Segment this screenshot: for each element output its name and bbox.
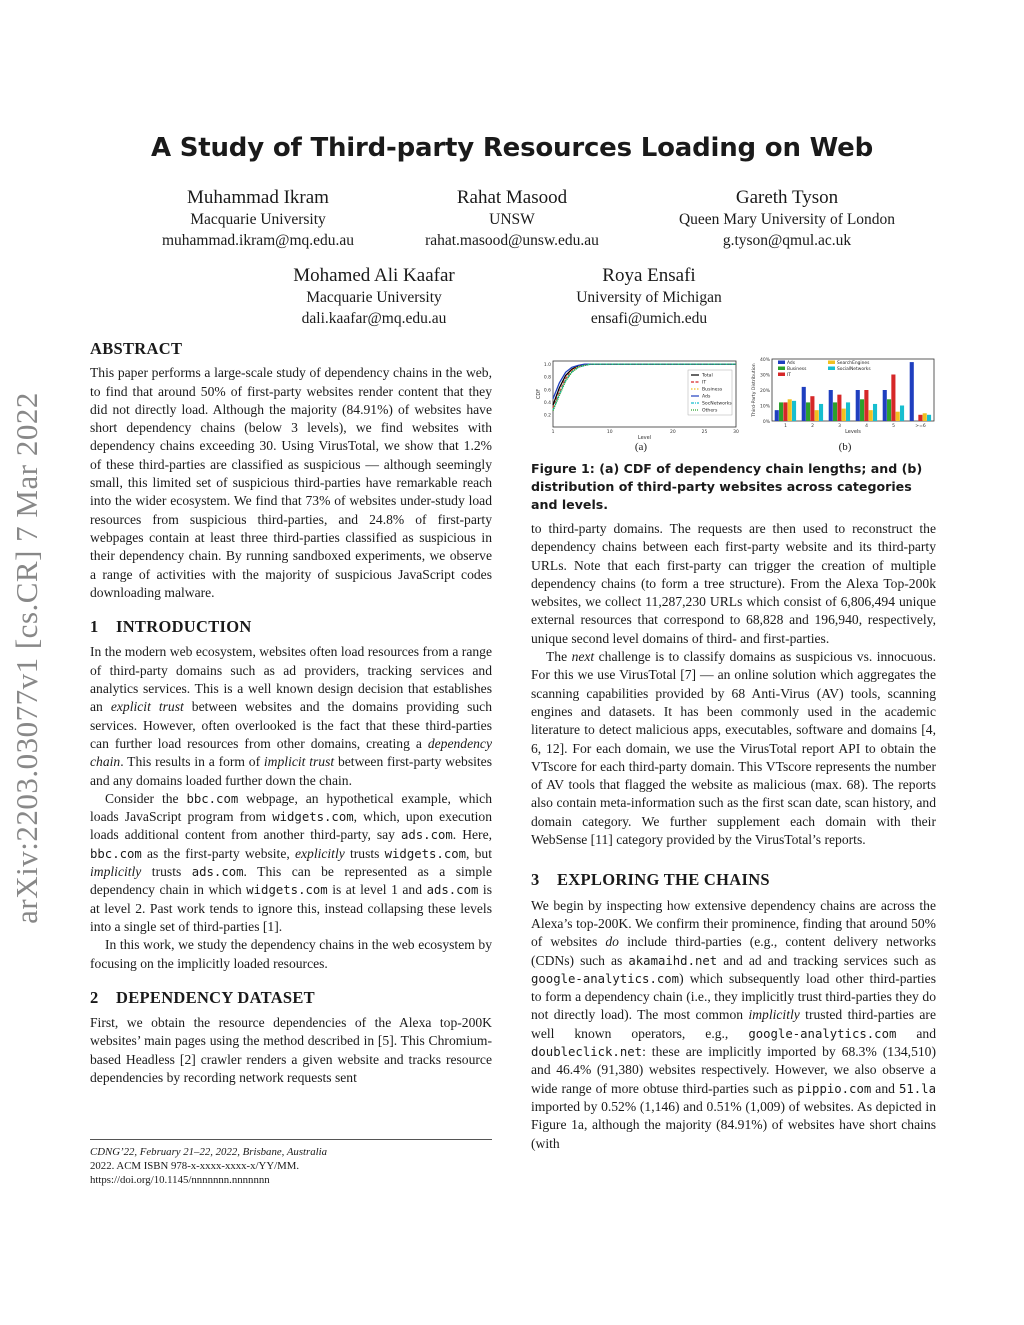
bar (810, 396, 814, 421)
bar (883, 390, 887, 421)
left-column (90, 340, 492, 1087)
bar-xtick-label: 4 (865, 424, 868, 429)
intro-paragraph: Consider the bbc.com webpage, an hypothetical example, which loads JavaScript program from widgets.com, which, upon execution loads additional content from another third-party, say ads.com. Here, bbc.com as the first-party website, explicitly trusts widgets.com, but implicitly trusts ads.com. This can be represented as a simple dependency chain in which widgets.com is at level 1 and ads.com is at level 2. Past work tends to ignore this, instead collapsing these levels into a single set of third-parties [1]. (90, 790, 492, 934)
bar (792, 401, 796, 421)
bar-ytick-label: 10% (759, 404, 770, 410)
bar (819, 404, 823, 421)
cdf-legend-label: IT (702, 380, 707, 386)
section-number: 1 (90, 617, 99, 637)
bar-legend-swatch (828, 367, 835, 371)
bar-ytick-label: 0% (762, 420, 770, 425)
dataset-heading (90, 989, 492, 1007)
bar (833, 402, 837, 421)
subfigure-b-label: (b) (838, 441, 852, 453)
bar (860, 399, 864, 421)
bar (806, 402, 810, 421)
bar-xtick-label: 2 (811, 424, 814, 429)
author-block (372, 187, 652, 251)
bar-legend-label: Business (787, 367, 807, 372)
bar (842, 409, 846, 421)
bar-legend-label: IT (787, 373, 791, 378)
bar (775, 410, 779, 421)
bar (815, 410, 819, 421)
bar (829, 390, 833, 421)
cdf-legend-label: Ads (702, 394, 711, 400)
right-column (531, 520, 936, 1153)
footnote-rule (90, 1139, 492, 1140)
author-affiliation: Macquarie University (190, 211, 326, 228)
section-number: 2 (90, 987, 99, 1007)
section-title: INTRODUCTION (116, 617, 252, 637)
bar (873, 404, 877, 421)
cdf-legend-label: Others (702, 408, 718, 414)
bar-xtick-label: 5 (892, 424, 895, 429)
author-email: ensafi@umich.edu (590, 310, 708, 327)
bar (864, 390, 868, 421)
cdf-xtick-label: 30 (733, 430, 739, 435)
section-title: DEPENDENCY DATASET (116, 987, 315, 1007)
author-affiliation: Macquarie University (306, 289, 442, 306)
bar (869, 410, 873, 421)
cdf-ytick-label: 0.2 (543, 413, 551, 419)
bar-xlabel: Levels (845, 429, 861, 435)
bar-legend-label: SocialNetworks (837, 367, 871, 372)
paper-title: A Study of Third-party Resources Loading on Web (150, 133, 874, 163)
bar-legend-swatch (778, 361, 785, 365)
bar (891, 375, 895, 422)
intro-heading (90, 618, 492, 636)
footnote-isbn: 2022. ACM ISBN 978-x-xxxx-xxxx-x/YY/MM. (90, 1160, 300, 1172)
subfigure-a-label: (a) (634, 441, 648, 453)
bar (837, 395, 841, 421)
bar (918, 415, 922, 421)
bar-chart (751, 357, 934, 435)
author-block (637, 187, 937, 251)
section-number: 3 (531, 870, 540, 890)
section-title: EXPLORING THE CHAINS (557, 870, 770, 890)
bar (802, 387, 806, 421)
arxiv-identifier (2, 355, 52, 960)
author-block (529, 265, 769, 329)
bar-ytick-label: 40% (759, 358, 770, 363)
bar-legend-swatch (828, 361, 835, 365)
bar-xtick-label: 3 (838, 424, 841, 429)
cdf-ylabel: CDF (536, 388, 542, 400)
author-email: muhammad.ikram@mq.edu.au (161, 232, 355, 249)
author-name: Muhammad Ikram (187, 187, 329, 208)
author-name: Gareth Tyson (735, 187, 839, 208)
bar-legend-swatch (778, 373, 785, 377)
bar-xtick-label: >=6 (915, 424, 926, 429)
bar-ylabel: Third-Party Distribution (752, 363, 757, 417)
dataset-paragraph: First, we obtain the resource dependencies of the Alexa top-200K websites’ main pages using the method described in [5]. This Chromium-based Headless [2] crawler renders a given website and tracks resource dependencies by recording network requests sent (90, 1015, 492, 1085)
cdf-xtick-label: 25 (701, 430, 708, 435)
footnote (90, 1145, 492, 1187)
bar-legend-swatch (778, 367, 785, 371)
cdf-ytick-label: 1.0 (543, 363, 551, 369)
bar (910, 362, 914, 421)
author-name: Roya Ensafi (602, 265, 696, 286)
bar (788, 399, 792, 421)
arxiv-id-text: arXiv:2203.03077v1 [cs.CR] 7 Mar 2022 (9, 391, 44, 924)
author-name: Rahat Masood (456, 187, 568, 208)
cdf-legend-label: Total (702, 373, 713, 379)
abstract-heading: ABSTRACT (90, 339, 183, 358)
cdf-ytick-label: 0.8 (543, 375, 551, 381)
author-email: dali.kaafar@mq.edu.au (301, 310, 447, 327)
bar (887, 399, 891, 421)
cdf-chart (536, 361, 739, 441)
bar-xtick-label: 1 (784, 424, 787, 429)
chains-paragraph: We begin by inspecting how extensive dependency chains are across the Alexa’s top-200K. We confirm their prominence, finding that around 50% of websites do include third-parties (e.g., content delivery networks (CDNs) such as akamaihd.net and ad and tracking services such as google-analytics.com) which subsequently load other third-parties to form a dependency chain (i.e., they implicitly trust third-parties they do not directly load). The most common implicitly trusted third-parties are well known operators, e.g., google-analytics.com and doubleclick.net: these are implicitly imported by 68.3% (134,510) and 46.4% (91,380) websites respectively. However, we also observe a wide range of more obtuse third-parties such as pippio.com and 51.la imported by 0.52% (1,146) and 0.51% (1,009) of websites. As depicted in Figure 1a, although the majority (84.91%) of websites have short chains (with (531, 897, 937, 1151)
cdf-xtick-label: 1 (551, 430, 555, 435)
bar (856, 390, 860, 421)
author-affiliation: University of Michigan (576, 289, 722, 306)
bar (900, 406, 904, 422)
bar (923, 413, 927, 421)
intro-paragraph: In this work, we study the dependency chains in the web ecosystem by focusing on the implicitly loaded resources. (90, 937, 492, 971)
cdf-ytick-label: 0.4 (543, 400, 551, 406)
bar (846, 402, 850, 421)
author-email: g.tyson@qmul.ac.uk (722, 232, 852, 249)
cdf-xtick-label: 20 (670, 430, 676, 435)
bar (896, 412, 900, 421)
bar-ytick-label: 30% (759, 373, 770, 379)
cdf-xtick-label: 10 (606, 430, 613, 435)
bar (783, 402, 787, 421)
footnote-venue: CDNG’22, February 21–22, 2022, Brisbane, Australia (90, 1146, 328, 1158)
bar-legend-label: SearchEngines (837, 361, 870, 366)
author-email: rahat.masood@unsw.edu.au (425, 232, 599, 249)
dataset-continued-paragraph: to third-party domains. The requests are then used to reconstruct the dependency chains between each first-party website and its third-party URLs. Note that each first-party can trigger the creation of multiple dependency chains (to form a tree structure). From the Alexa Top-200k websites, we collect 11,287,230 URLs which consist of 6,806,494 unique external resources that correspond to 68,828 and 196,940, respectively, unique second level domains of third- and first-parties. (531, 521, 936, 646)
author-affiliation: Queen Mary University of London (678, 211, 896, 228)
bar (779, 402, 783, 421)
author-block (118, 187, 398, 251)
bar-legend-label: Ads (787, 361, 796, 366)
cdf-legend-label: Business (702, 387, 723, 393)
chains-heading (531, 871, 936, 889)
author-name: Mohamed Ali Kaafar (293, 265, 455, 286)
bar-ytick-label: 20% (759, 389, 770, 394)
author-block (254, 265, 494, 329)
cdf-legend-label: SocNetworks (702, 401, 732, 407)
intro-paragraph: In the modern web ecosystem, websites often load resources from a range of third-party domains such as ad providers, tracking services and analytics services. This is a well known design decision that establishes an explicit trust between websites and the domains providing such services. However, often overlooked is the fact that these third-parties can further load resources from other domains, creating a dependency chain. This results in a form of implicit trust between first-party websites and any domains loaded further down the chain. (90, 644, 492, 788)
cdf-ytick-label: 0.6 (543, 388, 551, 394)
cdf-xlabel: Level (637, 435, 652, 441)
dataset-paragraph: The next challenge is to classify domains as suspicious vs. innocuous. For this we use VirusTotal [7] — an online solution which aggregates the scanning capabilities provided by 68 Anti-Virus (AV) tools, scanning engines and datasets. It has been commonly used in the academic literature to detect malicious apps, executables, software and domains [4, 6, 12]. For each domain, we use the VirusTotal report API to obtain the VTscore for each third-party domain. This VTscore represents the number of AV tools that flagged the website as malicious (max. 68). The reports also contain meta-information such as the first scan date, scan history, and domain category. We further supplement each domain with their WebSense [11] category provided by the VirusTotal’s reports. (531, 649, 936, 848)
bar (927, 415, 931, 421)
abstract-text: This paper performs a large-scale study of dependency chains in the web, to find that around 50% of first-party websites render content that they did not directly load. Although the majority (84.91%) of websites have short dependency chains (below 3 levels), we find websites with dependency chains exceeding 30. Using VirusTotal, we show that 1.2% of these third-parties are classified as suspicious — although seemingly small, this limited set of suspicious third-parties have remarkable reach into the wider ecosystem. We find that 73% of websites under-study load resources from suspicious third-parties, and 24.8% of first-party webpages contain at least three third-parties classified as suspicious in their dependency chain. By running sandboxed experiments, we observe a range of activities with the majority of suspicious JavaScript codes downloading malware. (90, 365, 492, 600)
figure-caption: Figure 1: (a) CDF of dependency chain lengths; and (b) distribution of third-party websites across categories and levels. (531, 461, 923, 512)
footnote-doi: https://doi.org/10.1145/nnnnnnn.nnnnnnn (90, 1174, 270, 1186)
author-affiliation: UNSW (489, 211, 535, 228)
